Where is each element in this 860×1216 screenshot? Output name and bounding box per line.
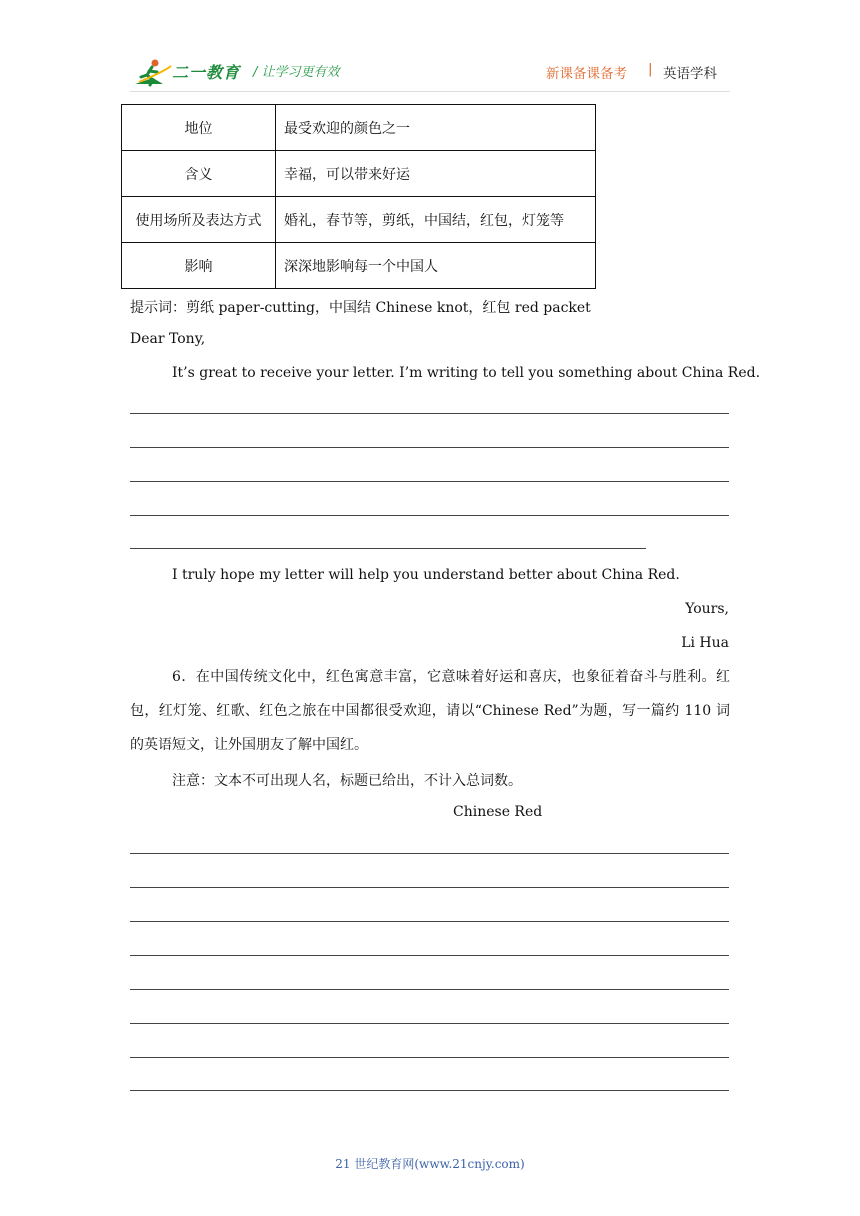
writing-line xyxy=(130,481,729,482)
page-footer: 21 世纪教育网(www.21cnjy.com) xyxy=(335,1157,525,1171)
writing-line xyxy=(130,413,729,414)
writing-line xyxy=(130,1057,729,1058)
table-value: 最受欢迎的颜色之一 xyxy=(276,105,596,151)
writing-line xyxy=(130,1090,729,1091)
letter-opening: It’s great to receive your letter. I’m writing to tell you something about China Red. xyxy=(172,365,761,381)
logo-text: 二一教育 xyxy=(172,63,241,82)
essay-title: Chinese Red xyxy=(453,804,543,820)
writing-line xyxy=(130,921,729,922)
china-red-info-table xyxy=(121,104,596,289)
question-6-prompt: 6．在中国传统文化中，红色寓意丰富，它意味着好运和喜庆，也象征着奋斗与胜利。红包，红灯笼、红歌、红色之旅在中国都很受欢迎，请以“Chinese Red”为题，写一篇约 110 词的英语短文，让外国朋友了解中国红。 xyxy=(130,669,730,753)
table-key: 含义 xyxy=(122,151,276,197)
subject-label: 英语学科 xyxy=(663,66,717,82)
letter-signature: Li Hua xyxy=(681,635,729,651)
writing-line xyxy=(130,853,729,854)
slogan: / 让学习更有效 xyxy=(253,65,340,80)
writing-line xyxy=(130,548,646,549)
header-divider xyxy=(130,91,730,92)
writing-line xyxy=(130,887,729,888)
table-row xyxy=(122,243,596,289)
header-separator: | xyxy=(648,61,653,77)
course-label: 新课备课备考 xyxy=(546,66,627,82)
writing-line xyxy=(130,955,729,956)
letter-signoff: Yours, xyxy=(685,601,729,617)
hint-words: 提示词：剪纸 paper-cutting，中国结 Chinese knot，红包 red packet xyxy=(130,300,591,316)
table-row xyxy=(122,151,596,197)
page-header xyxy=(0,0,860,95)
table-key: 影响 xyxy=(122,243,276,289)
question-6-note: 注意：文本不可出现人名，标题已给出，不计入总词数。 xyxy=(172,773,522,789)
writing-line xyxy=(130,515,729,516)
table-row xyxy=(122,105,596,151)
writing-line xyxy=(130,989,729,990)
letter-closing: I truly hope my letter will help you understand better about China Red. xyxy=(172,567,680,583)
writing-line xyxy=(130,1023,729,1024)
table-value: 深深地影响每一个中国人 xyxy=(276,243,596,289)
table-row xyxy=(122,197,596,243)
table-key: 地位 xyxy=(122,105,276,151)
letter-greeting: Dear Tony, xyxy=(130,331,206,347)
table-value: 婚礼，春节等，剪纸，中国结，红包，灯笼等 xyxy=(276,197,596,243)
writing-line xyxy=(130,447,729,448)
table-key: 使用场所及表达方式 xyxy=(122,197,276,243)
table-value: 幸福，可以带来好运 xyxy=(276,151,596,197)
